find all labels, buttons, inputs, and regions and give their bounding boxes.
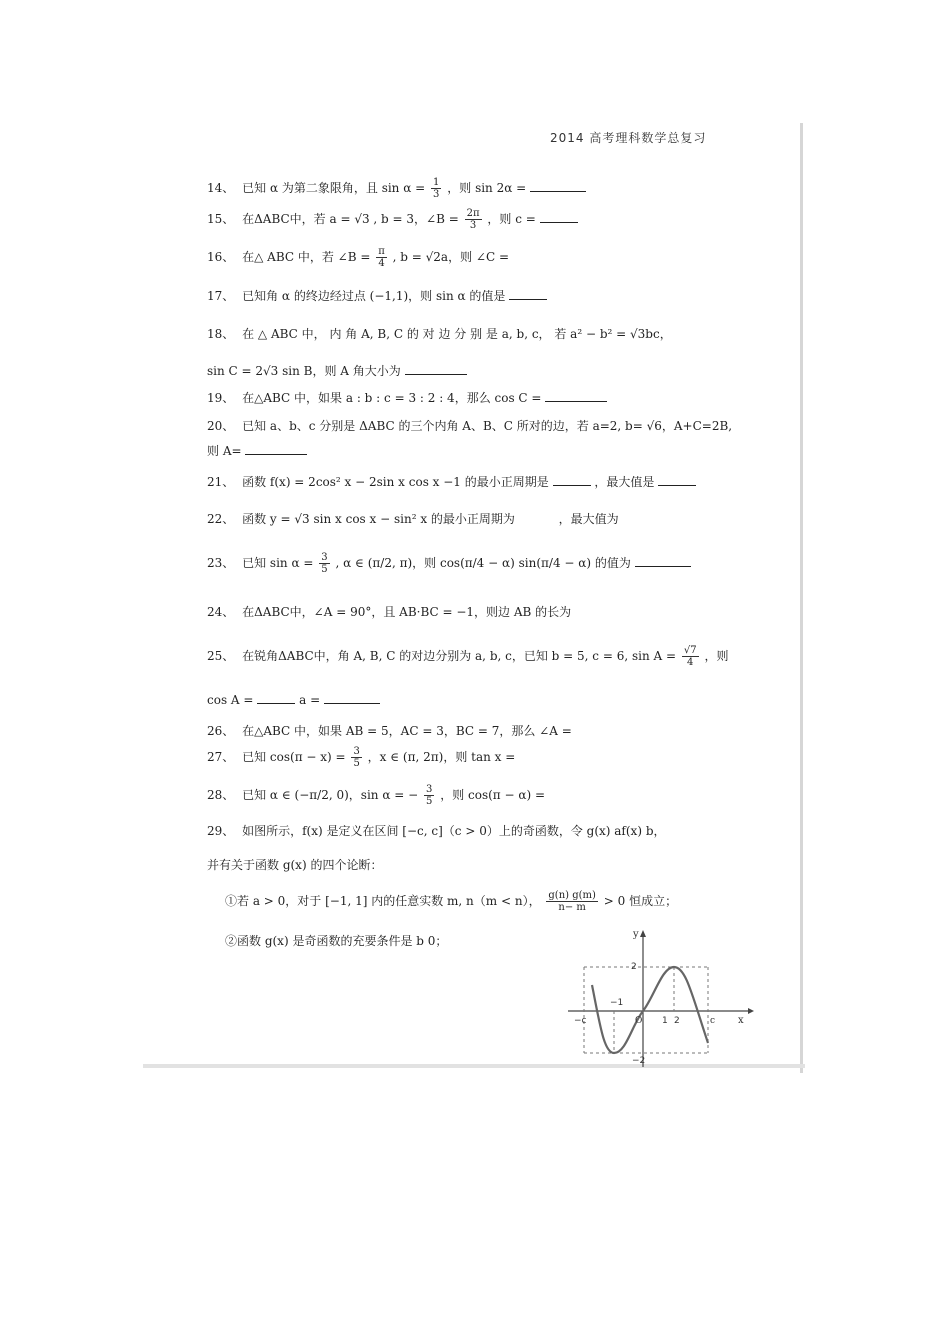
- x-tick-2: 2: [674, 1016, 680, 1026]
- answer-blank: [545, 391, 607, 402]
- answer-blank: [553, 475, 591, 486]
- answer-blank: [245, 444, 307, 455]
- question-15: 15、 在ΔABC中，若 a = √3 , b = 3，∠B = $\frac{2\pi}{3}$ ，则 c =: [207, 208, 578, 231]
- question-27: 27、 已知 cos(π − x) = $\frac{3}{5}$ ，x ∈ (π, 2π)，则 tan x =: [207, 746, 516, 769]
- question-29: 29、 如图所示，f(x) 是定义在区间 [−c, c]（c > 0）上的奇函数，令 g(x) af(x) b，: [207, 824, 666, 838]
- question-23: 23、 已知 sin α = $\frac{3}{5}$ , α ∈ (π/2, π)，则 cos(π/4 − α) sin(π/4 − α) 的值为: [207, 552, 691, 575]
- fraction: $\frac{\pi}{4}$: [378, 246, 385, 269]
- fraction: $\frac{3}{5}$: [353, 746, 360, 769]
- question-29-statement-1: ①若 a > 0，对于 [−1, 1] 内的任意实数 m, n（m < n）， $\frac{g(n) g(m)}{n- m}$ > 0 恒成立；: [225, 890, 678, 913]
- y-axis-arrow: [640, 930, 646, 937]
- question-16: 16、 在△ ABC 中，若 ∠B = $\frac{\pi}{4}$ , b = √2a，则 ∠C =: [207, 246, 510, 269]
- answer-blank: [635, 556, 691, 567]
- fraction: $\frac{1}{3}$: [433, 177, 440, 200]
- question-14: 14、 已知 α 为第二象限角，且 sin α = $\frac{1}{3}$ ，则 sin 2α =: [207, 177, 586, 200]
- origin-label: O: [635, 1016, 643, 1026]
- x-axis-arrow: [748, 1008, 754, 1014]
- question-18-line-2: sin C = 2√3 sin B，则 A 角大小为: [207, 362, 467, 379]
- fraction: $\frac{3}{5}$: [426, 784, 433, 807]
- question-24: 24、 在ΔABC中，∠A = 90°，且 AB·BC = −1，则边 AB 的长为: [207, 605, 572, 619]
- answer-blank: [324, 693, 380, 704]
- x-tick-c: c: [710, 1016, 716, 1026]
- question-20-line-2: 则 A=: [207, 442, 307, 459]
- question-26: 26、 在△ABC 中，如果 AB = 5，AC = 3，BC = 7，那么 ∠A =: [207, 724, 572, 738]
- fraction: $\frac{√7}{4}$: [683, 645, 697, 668]
- x-tick-1: 1: [662, 1016, 668, 1026]
- guide-lines: [584, 967, 708, 1053]
- question-28: 28、 已知 α ∈ (−π/2, 0)，sin α = − $\frac{3}{5}$ ，则 cos(π − α) =: [207, 784, 546, 807]
- answer-blank: [509, 289, 547, 300]
- page-edge-right: [800, 123, 803, 1073]
- answer-blank: [405, 364, 467, 375]
- answer-blank: [257, 693, 295, 704]
- question-29-statement-2: ②函数 g(x) 是奇函数的充要条件是 b 0；: [225, 934, 448, 948]
- function-graph: [566, 925, 756, 1070]
- question-21: 21、 函数 f(x) = 2cos² x − 2sin x cos x −1 的最小正周期是 ，最大值是: [207, 473, 696, 490]
- question-19: 19、 在△ABC 中，如果 a : b : c = 3 : 2 : 4，那么 cos C =: [207, 389, 607, 406]
- fraction: $\frac{3}{5}$: [321, 552, 328, 575]
- y-axis-label: y: [633, 929, 639, 940]
- fraction: $\frac{g(n) g(m)}{n- m}$: [548, 890, 596, 913]
- x-tick-neg-1: −1: [610, 998, 624, 1008]
- y-tick-neg-2: −2: [632, 1056, 646, 1066]
- fraction: $\frac{2\pi}{3}$: [466, 208, 480, 231]
- question-22: 22、 函数 y = √3 sin x cos x − sin² x 的最小正周期为 ，最大值为: [207, 512, 619, 526]
- question-17: 17、 已知角 α 的终边经过点 (−1,1)，则 sin α 的值是: [207, 287, 547, 304]
- answer-blank: [540, 212, 578, 223]
- y-tick-2: 2: [631, 962, 637, 972]
- x-axis-label: x: [738, 1015, 744, 1026]
- question-18: 18、 在 △ ABC 中， 内 角 A, B, C 的 对 边 分 别 是 a, b, c， 若 a² − b² = √3bc，: [207, 327, 672, 341]
- answer-blank: [530, 181, 586, 192]
- question-25: 25、 在锐角ΔABC中，角 A, B, C 的对边分别为 a, b, c，已知 b = 5, c = 6, sin A = $\frac{√7}{4}$ ，则: [207, 645, 729, 668]
- page-header: 2014 高考理科数学总复习: [550, 131, 707, 145]
- question-29-line-2: 并有关于函数 g(x) 的四个论断：: [207, 858, 383, 872]
- question-25-line-2: cos A = a =: [207, 693, 380, 707]
- question-20: 20、 已知 a、b、c 分别是 ΔABC 的三个内角 A、B、C 所对的边，若 a=2, b= √6，A+C=2B,: [207, 419, 733, 433]
- answer-blank: [658, 475, 696, 486]
- x-tick-neg-c: −c: [574, 1016, 587, 1026]
- function-curve: [592, 967, 708, 1053]
